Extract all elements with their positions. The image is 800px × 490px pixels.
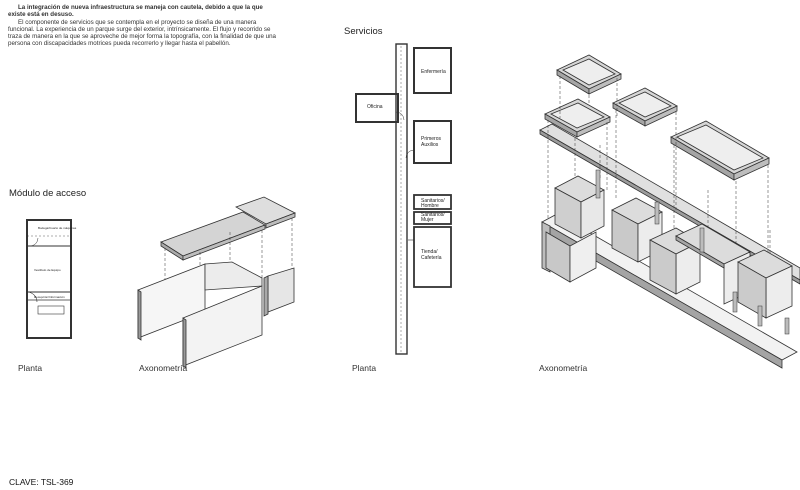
acceso-room-vestibulo: Vestíbulo de Equipo xyxy=(34,268,61,272)
servicios-room-sanitarios-m-1: Sanitarios/ xyxy=(421,212,445,218)
caption-axonometria-acceso: Axonometría xyxy=(139,363,188,373)
caption-planta-servicios: Planta xyxy=(352,363,377,373)
servicios-room-primeros-2: Auxilios xyxy=(421,142,439,148)
acceso-title: Módulo de acceso xyxy=(9,188,87,199)
servicios-room-primeros-1: Primeros xyxy=(421,136,442,142)
caption-planta-acceso: Planta xyxy=(18,363,43,373)
clave-label: CLAVE: TSL-369 xyxy=(9,477,74,487)
servicios-axonometric xyxy=(540,55,800,368)
intro-body: El componente de servicios que se contempla en el proyecto se diseña de una manera funcional. La experiencia de un parque surge del exterior, intrínsicamente. El flujo y recorrido se traza de manera en la que se aproveche de mejor forma la topografía, con la finalidad de que una persona con discapacidades motrices pueda recorrerlo y llegar hasta el pabellón. xyxy=(8,18,276,48)
servicios-room-tienda-2: Cafetería xyxy=(421,255,442,261)
servicios-room-sanitarios-h-2: Hombre xyxy=(421,203,439,209)
servicios-room-oficina: Oficina xyxy=(367,104,383,110)
acceso-floor-plan xyxy=(27,220,71,338)
servicios-title: Servicios xyxy=(344,26,383,37)
servicios-room-tienda-1: Tienda/ xyxy=(421,249,438,255)
servicios-room-sanitarios-m-2: Mujer xyxy=(421,217,434,223)
acceso-room-recepcion: Recepción/Información xyxy=(34,295,65,299)
servicios-room-enfermeria: Enfermería xyxy=(421,69,446,75)
intro-lead: La integración de nueva infraestructura se maneja con cautela, debido a que la que existe está en desuso. xyxy=(8,4,263,19)
servicios-room-sanitarios-h-1: Sanitarios/ xyxy=(421,198,445,204)
acceso-axonometric xyxy=(138,197,295,368)
caption-axonometria-servicios: Axonometría xyxy=(539,363,588,373)
acceso-room-bodega: Bodega/Cuarto de máquinas xyxy=(38,226,77,230)
